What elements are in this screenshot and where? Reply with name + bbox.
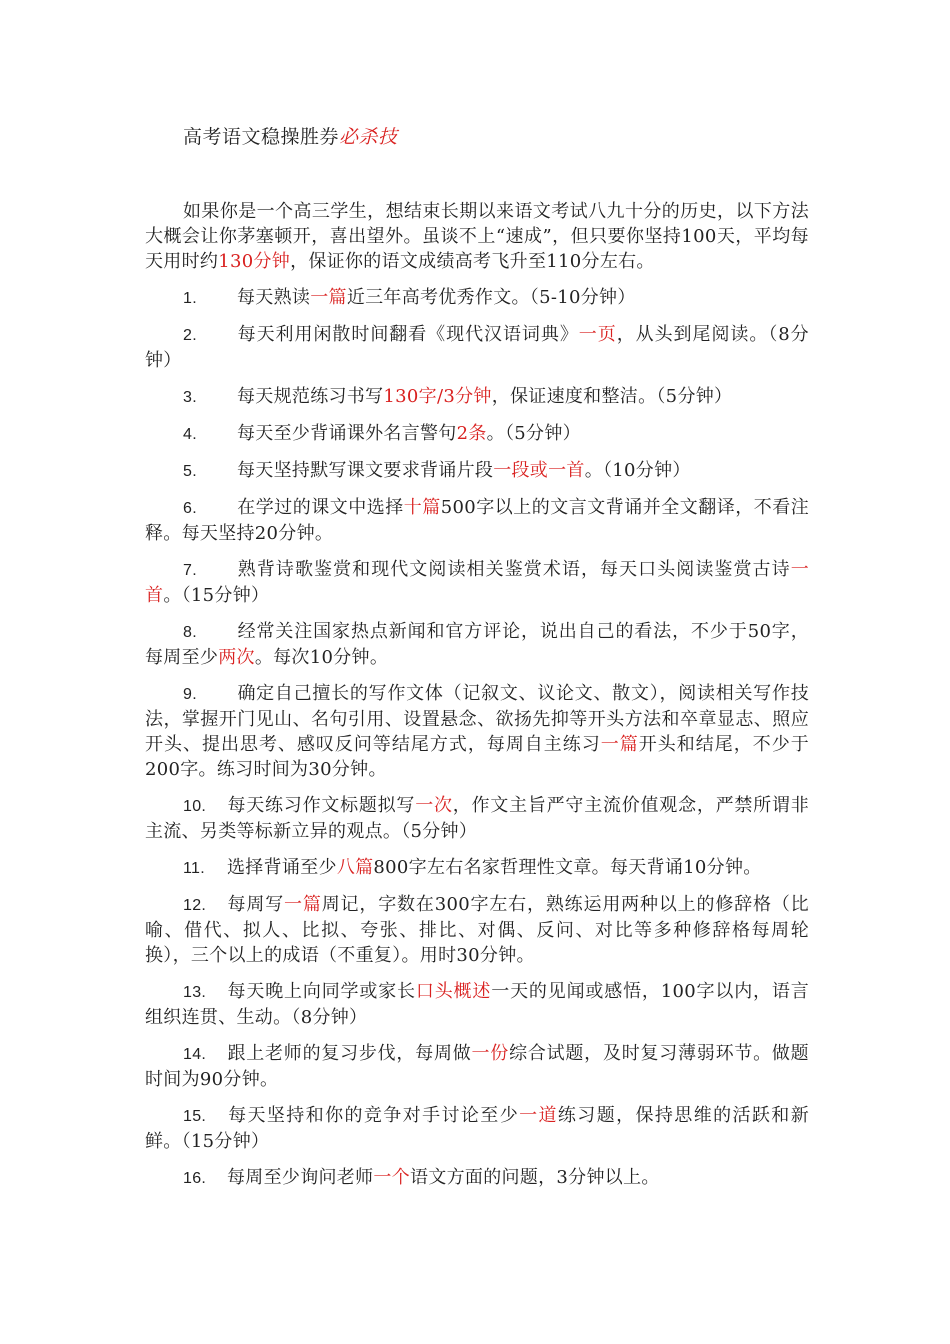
item-text-before: 每天熟读 bbox=[237, 287, 311, 308]
item-text-before: 每周写 bbox=[227, 894, 285, 915]
item-text-before: 每天至少背诵课外名言警句 bbox=[237, 423, 457, 444]
item-highlight: 一段或一首 bbox=[493, 460, 585, 481]
item-highlight: 一道 bbox=[519, 1105, 558, 1126]
title-main: 高考语文稳操胜券 bbox=[183, 126, 340, 148]
intro-text-2: ，保证你的语文成绩高考飞升至110分左右。 bbox=[290, 251, 655, 272]
item-highlight: 一首 bbox=[145, 559, 809, 606]
item-text-before: 选择背诵至少 bbox=[227, 857, 337, 878]
item-text-after: 800字左右名家哲理性文章。每天背诵10分钟。 bbox=[373, 857, 762, 878]
item-highlight: 两次 bbox=[218, 647, 255, 668]
list-item bbox=[145, 892, 809, 968]
document-title bbox=[183, 124, 398, 150]
item-number: 6. bbox=[183, 500, 197, 517]
list-item bbox=[145, 495, 809, 546]
item-text-after: ，作文主旨严守主流价值观念，严禁所谓非主流、另类等标新立异的观点。（5分钟） bbox=[145, 795, 810, 842]
list-item bbox=[145, 322, 809, 373]
item-text-after: 一天的见闻或感悟，100字以内，语言组织连贯、生动。（8分钟） bbox=[145, 981, 810, 1028]
item-text-after: 500字以上的文言文背诵并全文翻译，不看注释。每天坚持20分钟。 bbox=[145, 497, 810, 544]
item-text-before: 跟上老师的复习步伐，每周做 bbox=[227, 1043, 472, 1064]
item-text-before: 每周至少询问老师 bbox=[227, 1167, 374, 1188]
item-text-after: 开头和结尾，不少于200字。练习时间为30分钟。 bbox=[145, 734, 809, 780]
item-number: 1. bbox=[183, 290, 197, 307]
item-text-after: ，保证速度和整洁。（5分钟） bbox=[491, 386, 733, 407]
list-item bbox=[145, 855, 809, 881]
item-number: 9. bbox=[183, 686, 197, 703]
item-number: 14. bbox=[183, 1046, 207, 1063]
item-number: 15. bbox=[183, 1108, 207, 1125]
item-number: 4. bbox=[183, 426, 197, 443]
item-text-before: 每天规范练习书写 bbox=[237, 386, 384, 407]
document-body bbox=[145, 199, 809, 1202]
item-number: 11. bbox=[183, 860, 205, 877]
item-text-after: 练习题，保持思维的活跃和新鲜。（15分钟） bbox=[145, 1105, 809, 1152]
item-number: 16. bbox=[183, 1170, 207, 1187]
intro-text-1: 如果你是一个高三学生，想结束长期以来语文考试八九十分的历史，以下方法大概会让你茅塞顿开，喜出望外。虽谈不上“速成”，但只要你坚持100天，平均每天用时约 bbox=[145, 201, 809, 272]
item-highlight: 2条 bbox=[456, 423, 487, 444]
item-highlight: 十篇 bbox=[403, 497, 441, 518]
item-text-after: 。（10分钟） bbox=[584, 460, 691, 481]
item-highlight: 一篇 bbox=[284, 894, 322, 915]
intro-highlight: 130分钟 bbox=[218, 251, 291, 272]
item-highlight: 一篇 bbox=[600, 734, 639, 755]
item-number: 7. bbox=[183, 562, 197, 579]
list-item bbox=[145, 1103, 809, 1154]
tips-list bbox=[145, 285, 809, 1191]
item-text-before: 每天利用闲散时间翻看《现代汉语词典》 bbox=[237, 324, 579, 345]
intro-paragraph bbox=[145, 199, 809, 274]
list-item bbox=[145, 793, 809, 844]
item-number: 13. bbox=[183, 984, 207, 1001]
list-item bbox=[145, 421, 809, 447]
item-number: 12. bbox=[183, 897, 207, 914]
item-text-after: 综合试题，及时复习薄弱环节。做题时间为90分钟。 bbox=[145, 1043, 809, 1090]
item-number: 2. bbox=[183, 327, 197, 344]
item-text-after: 。（15分钟） bbox=[163, 585, 270, 606]
item-text-after: 近三年高考优秀作文。（5-10分钟） bbox=[346, 287, 636, 308]
list-item bbox=[145, 384, 809, 410]
item-text-after: 周记，字数在300字左右，熟练运用两种以上的修辞格（比喻、借代、拟人、比拟、夸张、排比、对偶、反问、对比等多种修辞格每周轮换），三个以上的成语（不重复）。用时30分钟。 bbox=[145, 894, 809, 966]
item-text-before: 经常关注国家热点新闻和官方评论，说出自己的看法，不少于50字，每周至少 bbox=[145, 621, 809, 668]
title-emphasis: 必杀技 bbox=[339, 126, 398, 148]
item-text-before: 在学过的课文中选择 bbox=[237, 497, 404, 518]
item-number: 10. bbox=[183, 798, 207, 815]
list-item bbox=[145, 285, 809, 311]
item-text-before: 每天练习作文标题拟写 bbox=[227, 795, 416, 816]
item-text-before: 熟背诗歌鉴赏和现代文阅读相关鉴赏术语，每天口头阅读鉴赏古诗 bbox=[237, 559, 791, 580]
item-highlight: 130字/3分钟 bbox=[383, 386, 492, 407]
item-text-after: 语文方面的问题，3分钟以上。 bbox=[410, 1167, 660, 1188]
item-text-after: 。（5分钟） bbox=[486, 423, 581, 444]
item-number: 5. bbox=[183, 463, 197, 480]
item-number: 3. bbox=[183, 389, 197, 406]
item-text-before: 每天坚持和你的竞争对手讨论至少 bbox=[227, 1105, 520, 1126]
list-item bbox=[145, 1041, 809, 1092]
item-highlight: 一篇 bbox=[310, 287, 347, 308]
item-text-after: 。每次10分钟。 bbox=[254, 647, 389, 668]
item-highlight: 八篇 bbox=[336, 857, 374, 878]
item-highlight: 一页 bbox=[578, 324, 617, 345]
item-highlight: 一份 bbox=[471, 1043, 510, 1064]
item-number: 8. bbox=[183, 624, 197, 641]
list-item bbox=[145, 619, 809, 670]
item-highlight: 口头概述 bbox=[415, 981, 492, 1002]
list-item bbox=[145, 681, 809, 782]
list-item bbox=[145, 458, 809, 484]
item-text-before: 确定自己擅长的写作文体（记叙文、议论文、散文），阅读相关写作技法，掌握开门见山、名句引用、设置悬念、欲扬先抑等开头方法和卒章显志、照应开头、提出思考、感叹反问等结尾方式，每周自主练习 bbox=[145, 683, 809, 755]
list-item bbox=[145, 1165, 809, 1191]
item-text-before: 每天坚持默写课文要求背诵片段 bbox=[237, 460, 494, 481]
list-item bbox=[145, 979, 809, 1030]
item-highlight: 一次 bbox=[415, 795, 453, 816]
item-text-before: 每天晚上向同学或家长 bbox=[227, 981, 416, 1002]
item-highlight: 一个 bbox=[373, 1167, 411, 1188]
item-text-after: ，从头到尾阅读。（8分钟） bbox=[145, 324, 809, 371]
list-item bbox=[145, 557, 809, 608]
